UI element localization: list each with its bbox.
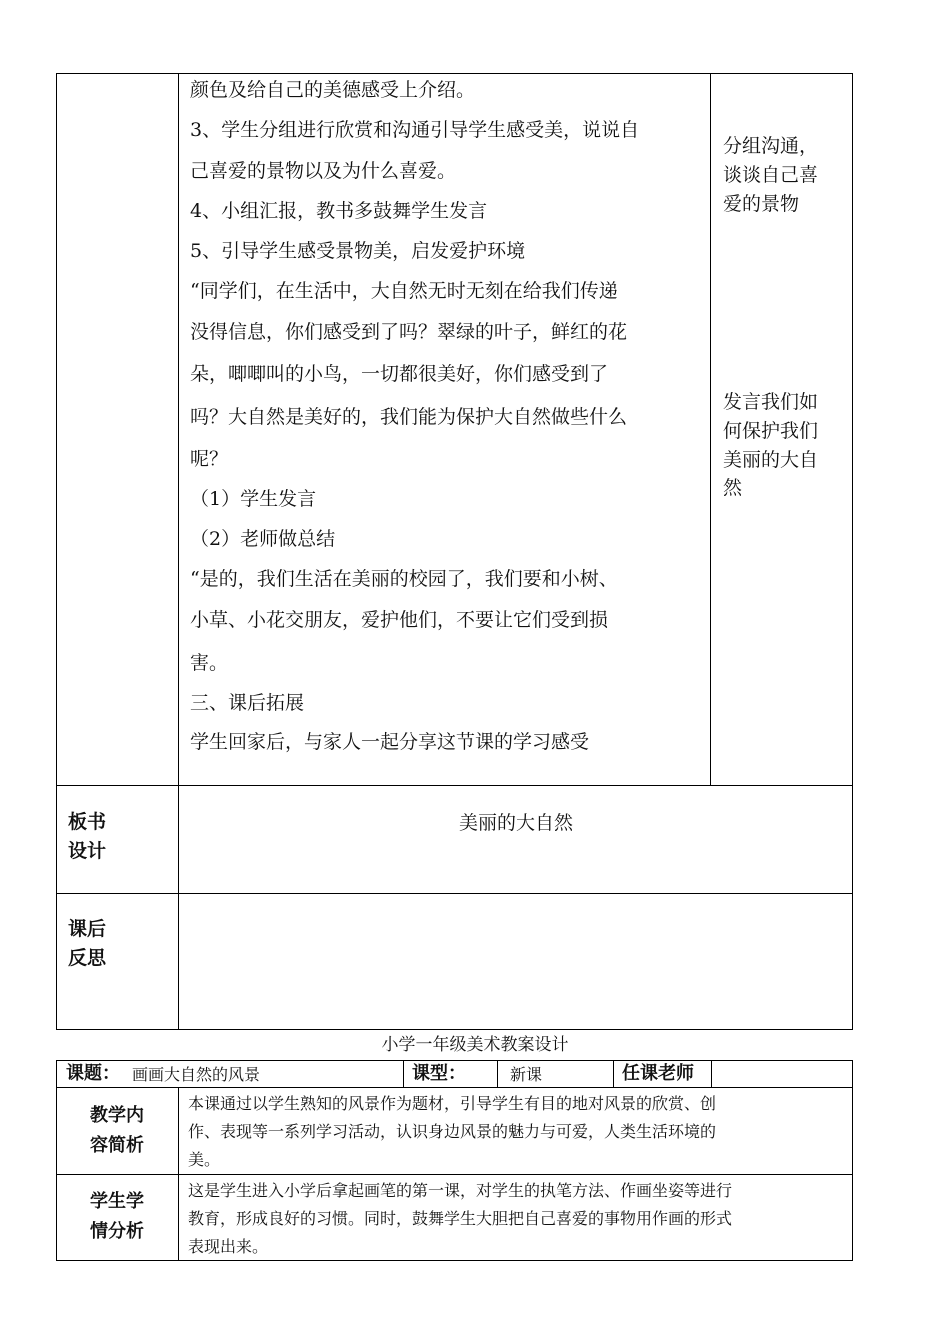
table-border-left: [56, 73, 57, 1030]
activity-line: 爱的景物: [723, 193, 800, 215]
process-line: “是的，我们生活在美丽的校园了，我们要和小树、: [190, 568, 618, 590]
plan-border-bottom: [56, 1260, 853, 1261]
plan-header-divider-2: [497, 1060, 498, 1088]
type-label: 课型：: [412, 1063, 466, 1084]
reflection-label-line: 课后: [68, 918, 107, 940]
table-row-divider-1: [56, 785, 853, 786]
board-label-line: 板书: [68, 811, 107, 833]
plan-border-right: [852, 1060, 853, 1261]
plan-row-divider-2: [56, 1174, 853, 1175]
plan-header-divider-4: [711, 1060, 712, 1088]
activity-line: 何保护我们: [723, 420, 819, 442]
content-line: 美。: [188, 1150, 221, 1169]
process-line: 朵，唧唧叫的小鸟，一切都很美好，你们感受到了: [190, 363, 609, 385]
table-column-divider: [178, 73, 179, 1030]
plan-label-divider: [178, 1087, 179, 1260]
plan-header-divider-1: [403, 1060, 404, 1088]
process-line: 己喜爱的景物以及为什么喜爱。: [190, 160, 457, 182]
content-label-line: 容简析: [90, 1135, 144, 1156]
content-line: 本课通过以学生熟知的风景作为题材，引导学生有目的地对风景的欣赏、创: [188, 1094, 717, 1113]
activity-line: 美丽的大自: [723, 449, 819, 471]
analysis-line: 教育，形成良好的习惯。同时，鼓舞学生大胆把自己喜爱的事物用作画的形式: [188, 1209, 733, 1228]
table-border-bottom: [56, 1029, 853, 1030]
topic-value: 画画大自然的风景: [132, 1065, 261, 1084]
reflection-label-line: 反思: [68, 947, 107, 969]
table-border-right: [852, 73, 853, 1030]
process-line: 害。: [190, 652, 229, 674]
activity-line: 发言我们如: [723, 391, 819, 413]
activity-line: 然: [723, 477, 743, 499]
topic-label: 课题：: [66, 1063, 120, 1084]
process-line: 小草、小花交朋友，爱护他们，不要让它们受到损: [190, 609, 609, 631]
process-line: “同学们，在生活中，大自然无时无刻在给我们传递: [190, 280, 618, 302]
process-line: 3、学生分组进行欣赏和沟通引导学生感受美，说说自: [190, 119, 640, 141]
process-line: 呢？: [190, 448, 229, 470]
type-value: 新课: [510, 1065, 543, 1084]
process-line: 吗？大自然是美好的，我们能为保护大自然做些什么: [190, 406, 628, 428]
process-line: （1）学生发言: [190, 488, 317, 510]
content-label-line: 教学内: [90, 1105, 144, 1126]
analysis-line: 表现出来。: [188, 1237, 269, 1256]
board-content: 美丽的大自然: [458, 812, 573, 834]
plan-header-divider-3: [613, 1060, 614, 1088]
content-line: 作、表现等一系列学习活动，认识身边风景的魅力与可爱，人类生活环境的: [188, 1122, 717, 1141]
teacher-label: 任课老师: [622, 1063, 694, 1084]
table-row-divider-2: [56, 893, 853, 894]
table-activity-divider: [710, 73, 711, 786]
process-line: 没得信息，你们感受到了吗？翠绿的叶子，鲜红的花: [190, 321, 628, 343]
process-line: （2）老师做总结: [190, 528, 336, 550]
table-border-top: [56, 73, 853, 74]
activity-line: 谈谈自己喜: [723, 164, 819, 186]
process-line: 学生回家后，与家人一起分享这节课的学习感受: [190, 731, 590, 753]
process-line: 三、课后拓展: [190, 692, 305, 714]
process-line: 5、引导学生感受景物美，启发爱护环境: [190, 240, 526, 262]
board-label-line: 设计: [68, 840, 107, 862]
analysis-label-line: 情分析: [90, 1221, 144, 1242]
activity-line: 分组沟通，: [723, 135, 819, 157]
process-line: 4、小组汇报，教书多鼓舞学生发言: [190, 200, 488, 222]
plan-title: 小学一年级美术教案设计: [381, 1035, 569, 1055]
analysis-line: 这是学生进入小学后拿起画笔的第一课，对学生的执笔方法、作画坐姿等进行: [188, 1181, 733, 1200]
analysis-label-line: 学生学: [90, 1191, 144, 1212]
process-line: 颜色及给自己的美德感受上介绍。: [190, 79, 476, 101]
